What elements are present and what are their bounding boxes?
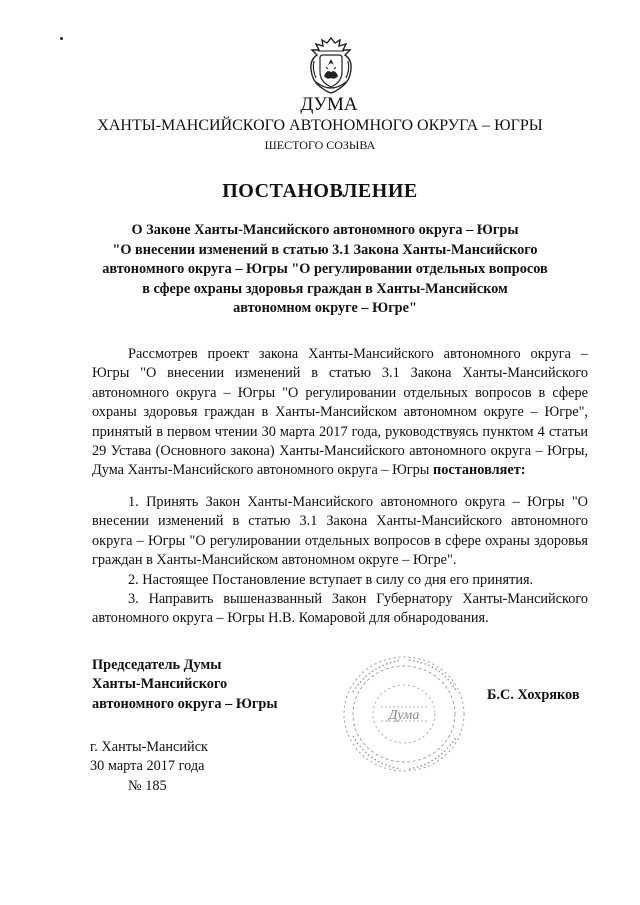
subject-line: автономного округа – Югры "О регулировании отдельных вопросов [102, 261, 548, 277]
document-number: № 185 [128, 777, 167, 794]
subject-line: О Законе Ханты-Мансийского автономного округа – Югры [131, 222, 519, 238]
subject-line: автономном округе – Югре" [233, 300, 417, 316]
official-stamp-icon [339, 652, 469, 776]
decision-item: 2. Настоящее Постановление вступает в силу со дня его принятия. [128, 571, 534, 588]
signatory-line: Председатель Думы [92, 657, 222, 673]
document-subject [90, 221, 560, 319]
scan-speck [60, 37, 63, 40]
coat-of-arms-emblem-icon [306, 36, 356, 94]
decree-word: постановляет: [432, 462, 526, 479]
decision-item: 3. Направить вышеназванный Закон Губернатору Ханты-Мансийского автономного округа – Югры Н.В. Комаровой для обнародования. [92, 591, 588, 627]
decision-items [92, 493, 588, 629]
subject-line: "О внесении изменений в статью 3.1 Закона Ханты-Мансийского [112, 241, 538, 258]
document-date: 30 марта 2017 года [90, 758, 205, 775]
letterhead [0, 94, 640, 153]
document-place-date [90, 738, 208, 796]
signatory-line: Ханты-Мансийского [92, 676, 228, 693]
letterhead-okrug: ХАНТЫ-МАНСИЙСКОГО АВТОНОМНОГО ОКРУГА – ЮГРЫ [97, 117, 543, 134]
letterhead-sozyv: ШЕСТОГО СОЗЫВА [264, 138, 376, 152]
stamp-text: Дума [388, 708, 420, 723]
document-city: г. Ханты-Мансийск [90, 739, 208, 755]
signatory-name: Б.С. Хохряков [487, 687, 580, 703]
signatory-line: автономного округа – Югры [92, 695, 278, 712]
preamble-text: Рассмотрев проект закона Ханты-Мансийского автономного округа – Югры "О внесении изменений в статью 3.1 Закона Ханты-Мансийского автономного округа – Югры "О регулировании отдельных вопросов в сфере охраны здоровья граждан в Ханты-Мансийском автономном округе – Югре", принятый в первом чтении 30 марта 2017 года, руководствуясь пунктом 4 статьи 29 Устава (Основного закона) Ханты-Мансийского автономного округа – Югры, Дума Ханты-Мансийского автономного округа – Югры [92, 346, 588, 479]
subject-line: в сфере охраны здоровья граждан в Ханты-Мансийском [142, 280, 508, 297]
document-title: ПОСТАНОВЛЕНИЕ [222, 180, 418, 202]
signatory-title [92, 656, 278, 714]
preamble-paragraph [92, 345, 588, 481]
decision-item: 1. Принять Закон Ханты-Мансийского автономного округа – Югры "О внесении изменений в статью 3.1 Закона Ханты-Мансийского автономного округа – Югры "О регулировании отдельных вопросов в сфере охраны здоровья граждан в Ханты-Мансийском автономном округе – Югре". [92, 494, 588, 569]
letterhead-duma: ДУМА [300, 94, 358, 115]
